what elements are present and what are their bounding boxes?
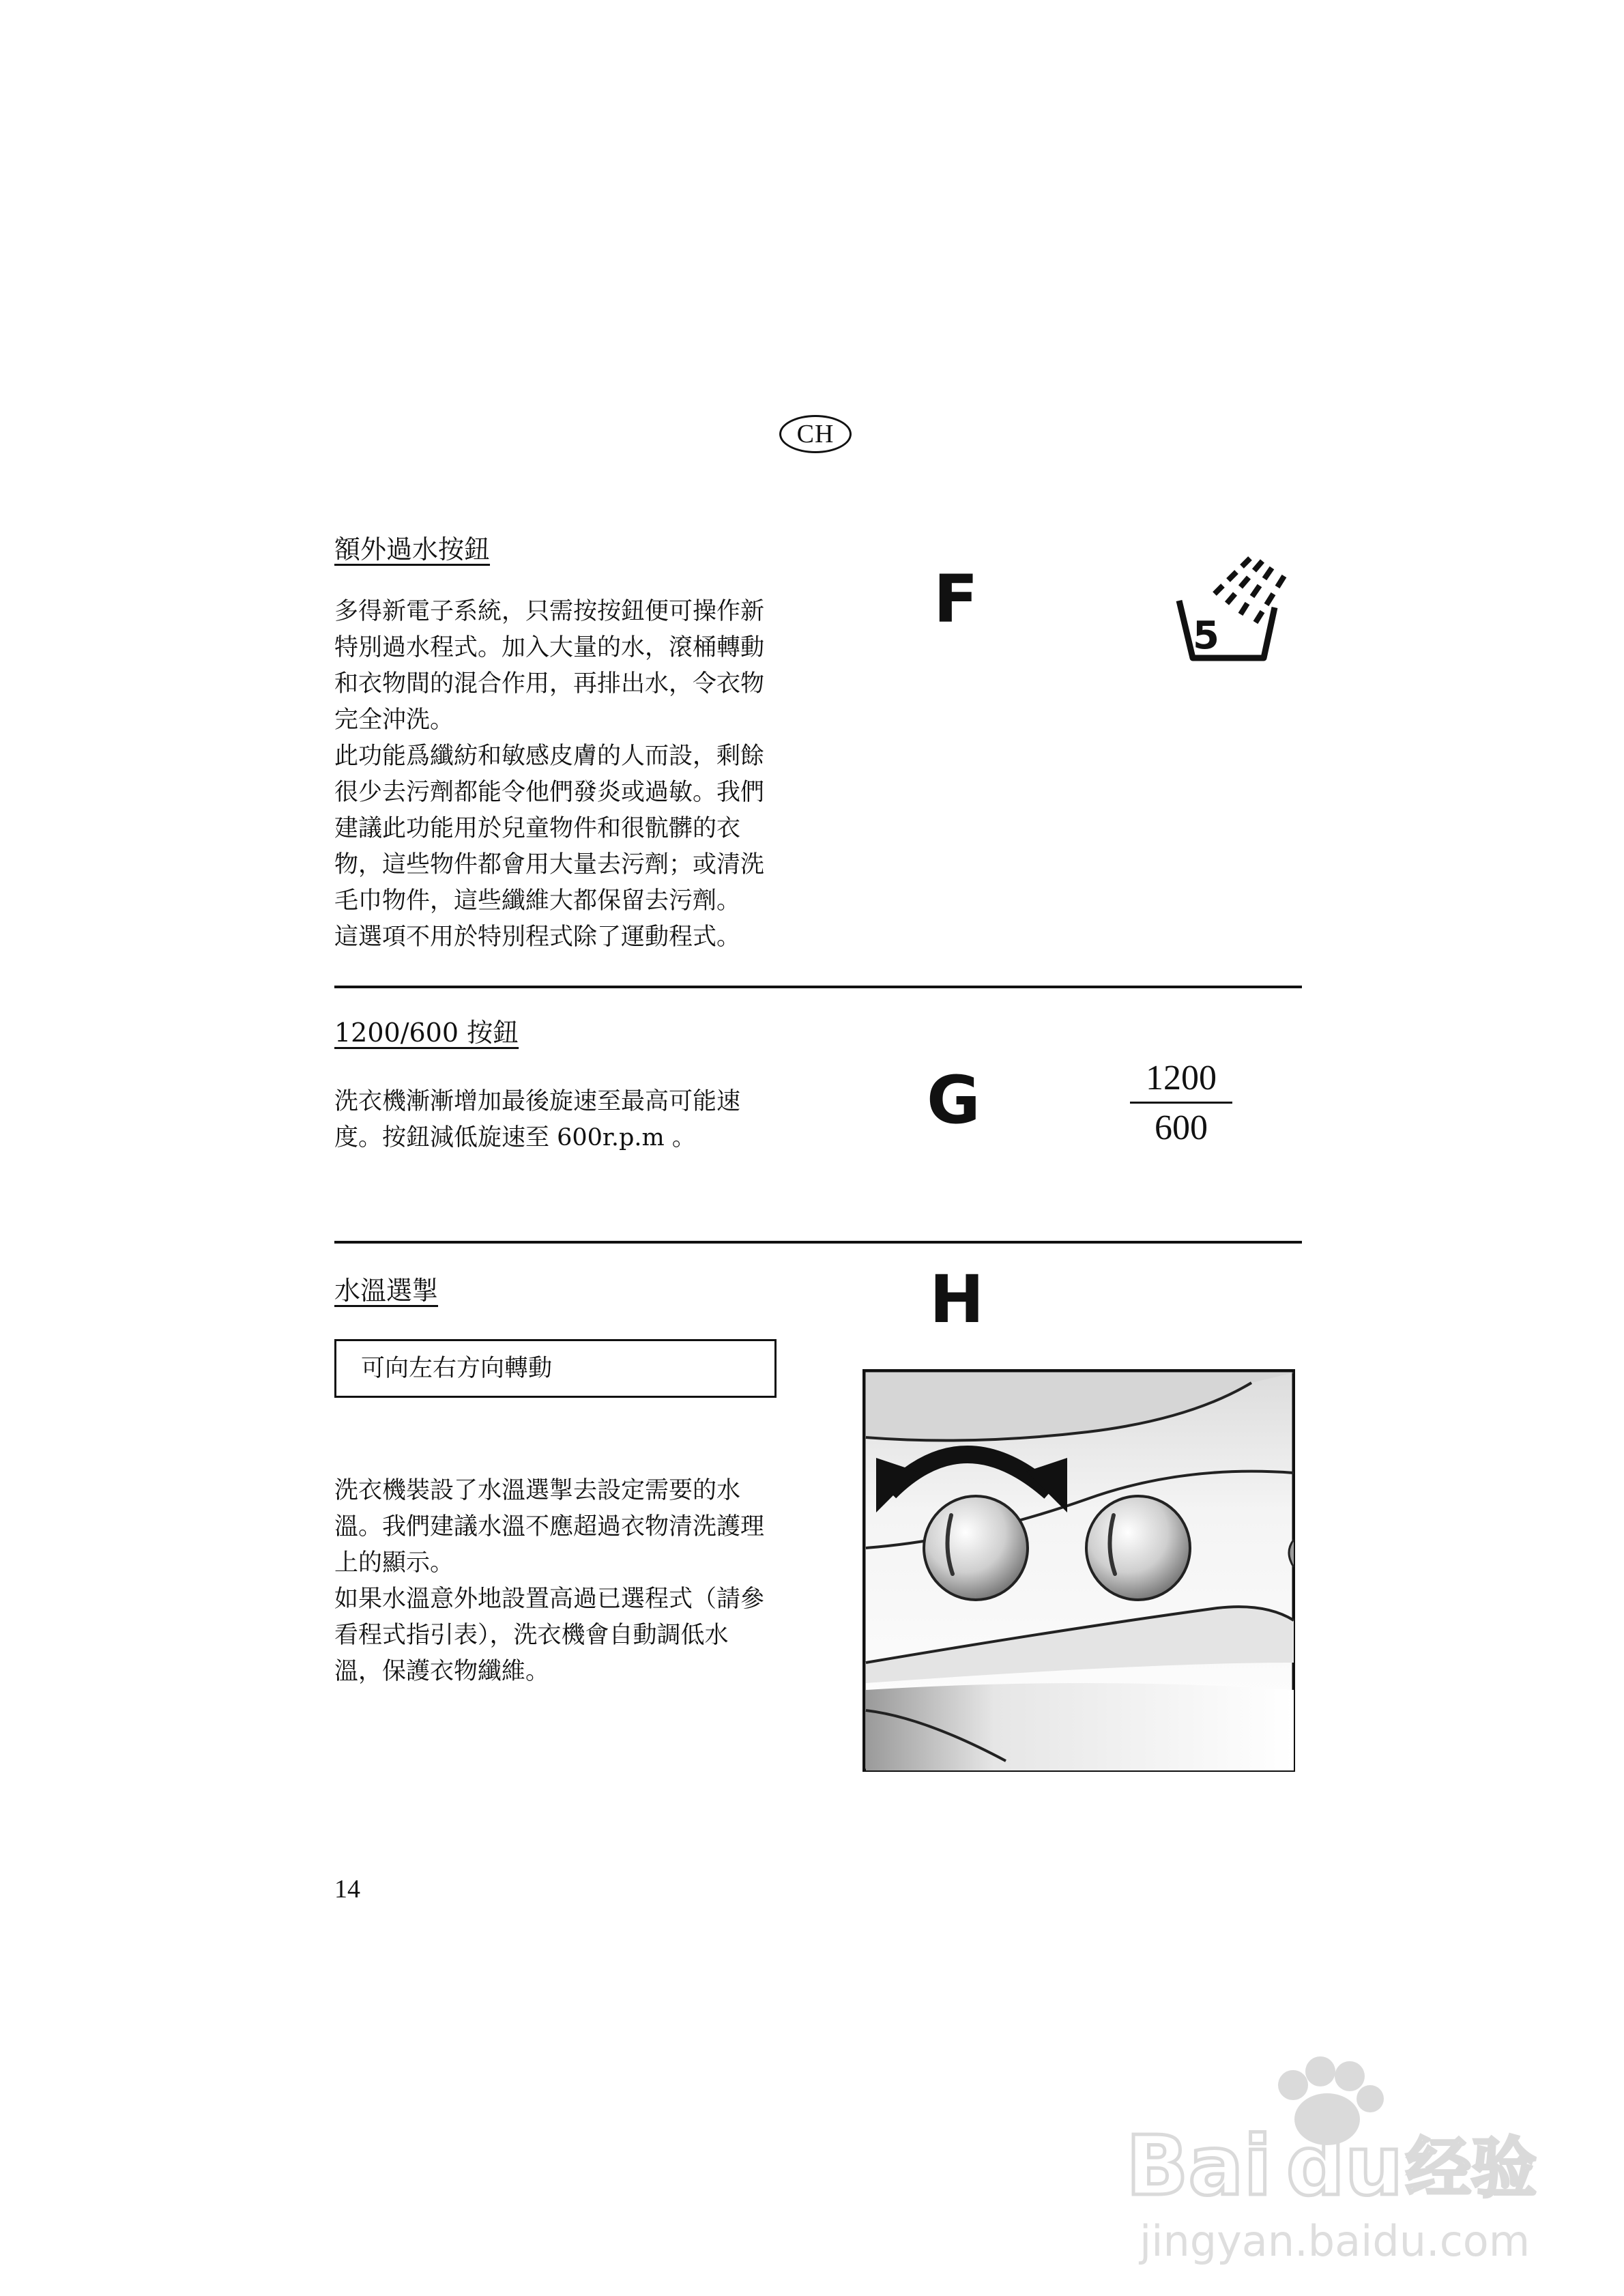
- rotation-note-box: 可向左右方向轉動: [334, 1339, 777, 1398]
- language-badge: CH: [779, 415, 852, 453]
- divider: [334, 1241, 1302, 1244]
- section-f-line: 此功能爲纖紡和敏感皮膚的人而設，剩餘: [334, 743, 765, 770]
- spin-speed-fraction: [1130, 1061, 1232, 1146]
- section-h-line: 洗衣機裝設了水溫選掣去設定需要的水: [334, 1477, 741, 1504]
- section-f-body: [334, 594, 764, 956]
- section-h-body: [334, 1473, 764, 1690]
- section-f-letter: F: [933, 561, 978, 637]
- section-h-line: 溫。我們建議水溫不應超過衣物清洗護理: [334, 1513, 765, 1540]
- section-f-line: 建議此功能用於兒童物件和很骯髒的衣: [334, 815, 741, 842]
- page-number: 14: [334, 1875, 360, 1904]
- rinse-count-number: 5: [1193, 614, 1219, 658]
- temperature-knob-illustration: [862, 1369, 1295, 1772]
- section-g-body: [334, 1084, 740, 1156]
- section-g-letter: G: [927, 1062, 981, 1138]
- svg-text:du: du: [1286, 2119, 1404, 2214]
- section-g-title: 1200/600 按鈕: [334, 1018, 519, 1048]
- svg-text:Bai: Bai: [1126, 2119, 1272, 2214]
- section-f-line: 很少去污劑都能令他們發炎或過敏。我們: [334, 779, 765, 806]
- section-f-line: 特別過水程式。加入大量的水，滾桶轉動: [334, 634, 765, 661]
- fraction-denominator: 600: [1155, 1108, 1208, 1147]
- section-f-line: 完全沖洗。: [334, 706, 454, 734]
- svg-text:经验: 经验: [1406, 2130, 1537, 2207]
- section-h-line: 上的顯示。: [334, 1549, 454, 1577]
- section-f-line: 這選項不用於特別程式除了運動程式。: [334, 923, 741, 951]
- baidu-jingyan-watermark: [1119, 2048, 1556, 2273]
- section-f-line: 物，這些物件都會用大量去污劑；或清洗: [334, 851, 765, 878]
- divider: [334, 986, 1302, 988]
- extra-rinse-icon: [1174, 546, 1290, 669]
- section-f-line: 和衣物間的混合作用，再排出水，令衣物: [334, 670, 765, 698]
- fraction-bar: [1130, 1102, 1232, 1104]
- fraction-numerator: 1200: [1146, 1059, 1217, 1097]
- section-h-line: 看程式指引表），洗衣機會自動調低水: [334, 1622, 729, 1649]
- section-h-line: 如果水溫意外地設置高過已選程式（請參: [334, 1585, 765, 1613]
- section-h-letter: H: [929, 1261, 985, 1338]
- section-f-title: 額外過水按鈕: [334, 534, 491, 564]
- section-f-line: 多得新電子系統，只需按按鈕便可操作新: [334, 598, 765, 625]
- section-g-line: 度。按鈕減低旋速至 600r.p.m 。: [334, 1124, 696, 1151]
- section-g-line: 洗衣機漸漸增加最後旋速至最高可能速: [334, 1088, 741, 1115]
- section-f-line: 毛巾物件，這些纖維大都保留去污劑。: [334, 887, 741, 915]
- section-h-title: 水溫選掣: [334, 1276, 439, 1306]
- svg-text:jingyan.baidu.com: jingyan.baidu.com: [1140, 2216, 1531, 2266]
- section-h-line: 溫，保護衣物纖維。: [334, 1658, 550, 1685]
